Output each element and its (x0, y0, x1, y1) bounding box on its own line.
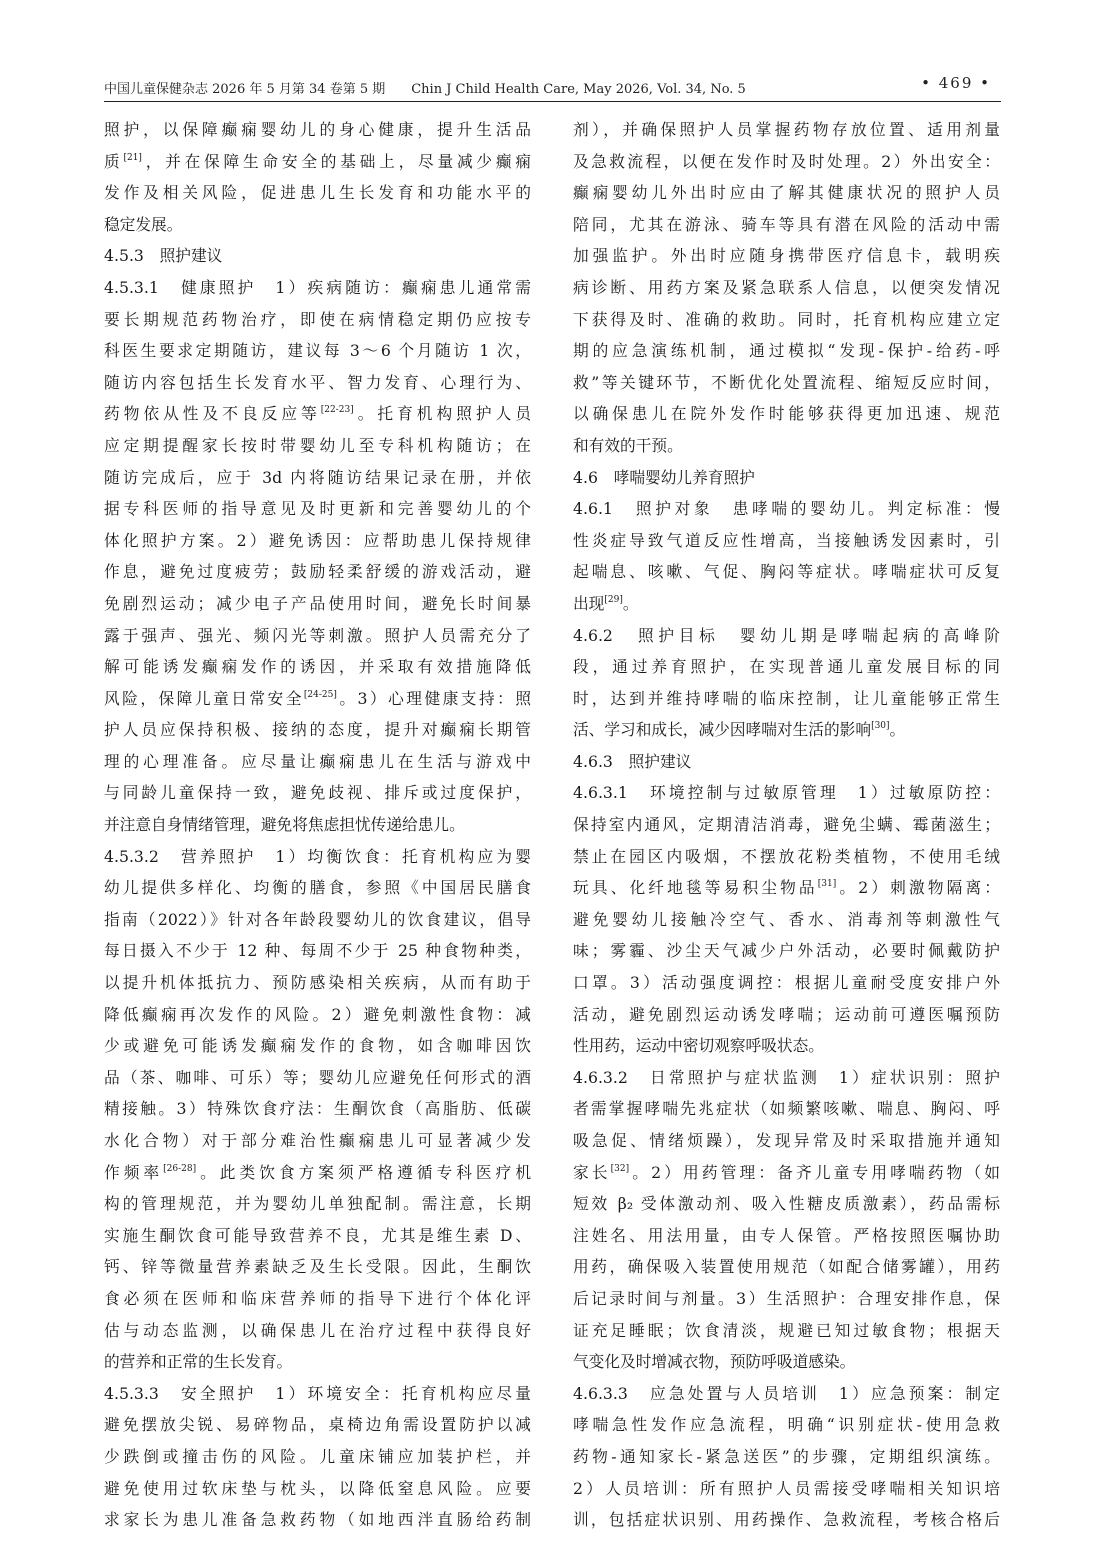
citation-ref: [22-23] (320, 405, 354, 416)
text-line: 短效 β₂ 受体激动剂、吸入性糖皮质激素），药品需标 (573, 1194, 1000, 1214)
text-line: 哮喘急性发作应急流程，明确“识别症状-使用急救 (573, 1415, 1000, 1435)
citation-ref: [26-28] (163, 1163, 197, 1174)
text-line: 护人员应保持积极、接纳的态度，提升对癫痫长期管 (104, 720, 531, 740)
text-line: 玩具、化纤地毯等易积尘物品[31]。2）刺激物隔离： (573, 878, 1000, 898)
text-line: 风险，保障儿童日常安全[24-25]。3）心理健康支持：照 (104, 688, 531, 708)
citation-ref: [24-25] (303, 689, 337, 700)
text-line: 幼儿提供多样化、均衡的膳食，参照《中国居民膳食 (104, 878, 531, 898)
text-line: 实施生酮饮食可能导致营养不良，尤其是维生素 D、 (104, 1225, 531, 1245)
text-line: 起喘息、咳嗽、气促、胸闷等症状。哮喘症状可反复 (573, 562, 1000, 582)
text-line: 家长[32]。2）用药管理：备齐儿童专用哮喘药物（如 (573, 1162, 1000, 1182)
text-line: 随访内容包括生长发育水平、智力发育、心理行为、 (104, 372, 531, 392)
text-line: 并注意自身情绪管理，避免将焦虑担忧传递给患儿。 (104, 815, 465, 835)
text-line: 理的心理准备。应尽量让癫痫患儿在生活与游戏中 (104, 751, 531, 771)
text-line: 4.6.3.2 日常照护与症状监测 1）症状识别：照护 (573, 1067, 1000, 1087)
text-line: 应定期提醒家长按时带婴幼儿至专科机构随访；在 (104, 435, 531, 455)
text-line: 下获得及时、准确的救助。同时，托育机构应建立定 (573, 309, 1000, 329)
text-line: 免剧烈运动；减少电子产品使用时间，避免长时间暴 (104, 593, 531, 613)
text-line: 水化合物）对于部分难治性癫痫患儿可显著减少发 (104, 1131, 531, 1150)
text-line: 和有效的干预。 (573, 435, 683, 455)
citation-ref: [21] (123, 152, 142, 163)
journal-citation: 中国儿童保健杂志 2026 年 5 月第 34 卷第 5 期 Chin J Child Health Care, May 2026, Vol. 34, No. 5 (104, 82, 746, 97)
text-line: 2）人员培训：所有照护人员需接受哮喘相关知识培 (573, 1478, 1000, 1498)
text-line: 出现[29]。 (573, 593, 639, 613)
left-column (104, 114, 531, 1536)
text-line: 者需掌握哮喘先兆症状（如频繁咳嗽、喘息、胸闷、呼 (573, 1099, 1000, 1119)
text-line: 科医生要求定期随访，建议每 3～6 个月随访 1 次， (104, 341, 531, 361)
text-line: 质[21]，并在保障生命安全的基础上，尽量减少癫痫 (104, 151, 531, 171)
text-line: 口罩。3）活动强度调控：根据儿童耐受度安排户外 (573, 973, 1000, 993)
text-line: 与同龄儿童保持一致，避免歧视、排斥或过度保护， (104, 783, 531, 803)
text-line: 后记录时间与剂量。3）生活照护：合理安排作息，保 (573, 1288, 1000, 1308)
text-line: 期的应急演练机制，通过模拟“发现-保护-给药-呼 (573, 341, 1000, 361)
text-line: 体化照护方案。2）避免诱因：应帮助患儿保持规律 (104, 530, 531, 550)
text-line: 避免摆放尖锐、易碎物品，桌椅边角需设置防护以减 (104, 1415, 531, 1435)
text-line: 吸急促、情绪烦躁），发现异常及时采取措施并通知 (573, 1131, 1000, 1150)
text-line: 精接触。3）特殊饮食疗法：生酮饮食（高脂肪、低碳 (104, 1099, 531, 1119)
text-line: 钙、锌等微量营养素缺乏及生长受限。因此，生酮饮 (104, 1257, 531, 1277)
text-line: 训，包括症状识别、用药操作、急救流程，考核合格后 (573, 1510, 1000, 1530)
text-line: 陪同，尤其在游泳、骑车等具有潜在风险的活动中需 (573, 214, 1000, 234)
text-line: 保持室内通风，定期清洁消毒，避免尘螨、霉菌滋生； (573, 815, 1000, 835)
text-line: 稳定发展。 (104, 214, 183, 234)
text-line: 品（茶、咖啡、可乐）等；婴幼儿应避免任何形式的酒 (104, 1067, 531, 1087)
text-line: 救”等关键环节，不断优化处置流程、缩短反应时间， (573, 372, 1000, 392)
text-line: 4.6.3.3 应急处置与人员培训 1）应急预案：制定 (573, 1383, 1000, 1403)
text-line: 禁止在园区内吸烟，不摆放花粉类植物，不使用毛绒 (573, 846, 1000, 866)
text-line: 4.6.1 照护对象 患哮喘的婴幼儿。判定标准：慢 (573, 499, 1000, 519)
text-line: 作频率[26-28]。此类饮食方案须严格遵循专科医疗机 (104, 1162, 531, 1182)
text-line: 及急救流程，以便在发作时及时处理。2）外出安全： (573, 151, 1000, 171)
text-line: 性用药，运动中密切观察呼吸状态。 (573, 1036, 824, 1056)
text-line: 病诊断、用药方案及紧急联系人信息，以便突发情况 (573, 277, 1000, 297)
citation-ref: [30] (871, 721, 890, 732)
text-line: 降低癫痫再次发作的风险。2）避免刺激性食物：减 (104, 1004, 531, 1024)
text-line: 以确保患儿在院外发作时能够获得更加迅速、规范 (573, 404, 1000, 424)
text-line: 时，达到并维持哮喘的临床控制，让儿童能够正常生 (573, 688, 1000, 708)
text-line: 据专科医师的指导意见及时更新和完善婴幼儿的个 (104, 499, 531, 519)
section-heading: 4.6.3 照护建议 (573, 751, 692, 771)
text-line: 照护，以保障癫痫婴幼儿的身心健康，提升生活品 (104, 120, 531, 139)
text-line: 药物-通知家长-紧急送医”的步骤，定期组织演练。 (573, 1446, 1000, 1466)
header-rule (104, 101, 1001, 102)
text-line: 活动，避免剧烈运动诱发哮喘；运动前可遵医嘱预防 (573, 1004, 1000, 1024)
text-line: 食必须在医师和临床营养师的指导下进行个体化评 (104, 1288, 531, 1308)
text-line: 每日摄入不少于 12 种、每周不少于 25 种食物种类， (104, 941, 531, 961)
text-line: 以提升机体抵抗力、预防感染相关疾病，从而有助于 (104, 973, 531, 993)
text-line: 4.5.3.2 营养照护 1）均衡饮食：托育机构应为婴 (104, 846, 531, 866)
text-line: 用药，确保吸入装置使用规范（如配合储雾罐），用药 (573, 1257, 1000, 1277)
text-line: 活、学习和成长，减少因哮喘对生活的影响[30]。 (573, 720, 906, 740)
section-heading: 4.6 哮喘婴幼儿养育照护 (573, 467, 755, 487)
citation-ref: [32] (610, 1163, 630, 1174)
text-line: 气变化及时增减衣物，预防呼吸道感染。 (573, 1352, 856, 1372)
text-line: 随访完成后，应于 3d 内将随访结果记录在册，并依 (104, 467, 531, 487)
text-line: 估与动态监测，以确保患儿在治疗过程中获得良好 (104, 1320, 531, 1340)
text-line: 少或避免可能诱发癫痫发作的食物，如含咖啡因饮 (104, 1036, 531, 1056)
text-line: 4.6.3.1 环境控制与过敏原管理 1）过敏原防控： (573, 783, 1000, 803)
citation-ref: [29] (604, 594, 623, 605)
text-line: 加强监护。外出时应随身携带医疗信息卡，载明疾 (573, 246, 1000, 266)
text-line: 剂），并确保照护人员掌握药物存放位置、适用剂量 (573, 120, 1000, 139)
text-line: 少跌倒或撞击伤的风险。儿童床铺应加装护栏，并 (104, 1446, 531, 1466)
running-header (104, 74, 1001, 98)
text-line: 解可能诱发癫痫发作的诱因，并采取有效措施降低 (104, 657, 531, 677)
text-line: 味；雾霾、沙尘天气减少户外活动，必要时佩戴防护 (573, 941, 1000, 961)
section-heading: 4.5.3 照护建议 (104, 246, 223, 266)
text-line: 避免婴幼儿接触冷空气、香水、消毒剂等刺激性气 (573, 909, 1000, 929)
text-line: 避免使用过软床垫与枕头，以降低窒息风险。应要 (104, 1478, 531, 1498)
text-line: 癫痫婴幼儿外出时应由了解其健康状况的照护人员 (573, 183, 1000, 203)
text-line: 求家长为患儿准备急救药物（如地西泮直肠给药制 (104, 1510, 531, 1530)
text-line: 4.5.3.1 健康照护 1）疾病随访：癫痫患儿通常需 (104, 277, 531, 297)
text-line: 要长期规范药物治疗，即使在病情稳定期仍应按专 (104, 309, 531, 329)
text-line: 药物依从性及不良反应等[22-23]。托育机构照护人员 (104, 404, 531, 424)
text-line: 证充足睡眠；饮食清淡，规避已知过敏食物；根据天 (573, 1320, 1000, 1340)
text-line: 构的管理规范，并为婴幼儿单独配制。需注意，长期 (104, 1194, 531, 1214)
text-line: 的营养和正常的生长发育。 (104, 1352, 293, 1372)
text-line: 段，通过养育照护，在实现普通儿童发展目标的同 (573, 657, 1000, 677)
text-line: 露于强声、强光、频闪光等刺激。照护人员需充分了 (104, 625, 531, 645)
text-line: 指南（2022）》针对各年龄段婴幼儿的饮食建议，倡导 (104, 909, 531, 929)
text-line: 注姓名、用法用量，由专人保管。严格按照医嘱协助 (573, 1225, 1000, 1245)
text-line: 作息，避免过度疲劳；鼓励轻柔舒缓的游戏活动，避 (104, 562, 531, 582)
citation-ref: [31] (817, 879, 837, 890)
text-line: 性炎症导致气道反应性增高，当接触诱发因素时，引 (573, 530, 1000, 550)
text-line: 4.6.2 照护目标 婴幼儿期是哮喘起病的高峰阶 (573, 625, 1000, 645)
text-line: 4.5.3.3 安全照护 1）环境安全：托育机构应尽量 (104, 1383, 531, 1403)
page-number: • 469 • (921, 74, 991, 92)
text-line: 发作及相关风险，促进患儿生长发育和功能水平的 (104, 183, 531, 203)
right-column (573, 114, 1000, 1536)
